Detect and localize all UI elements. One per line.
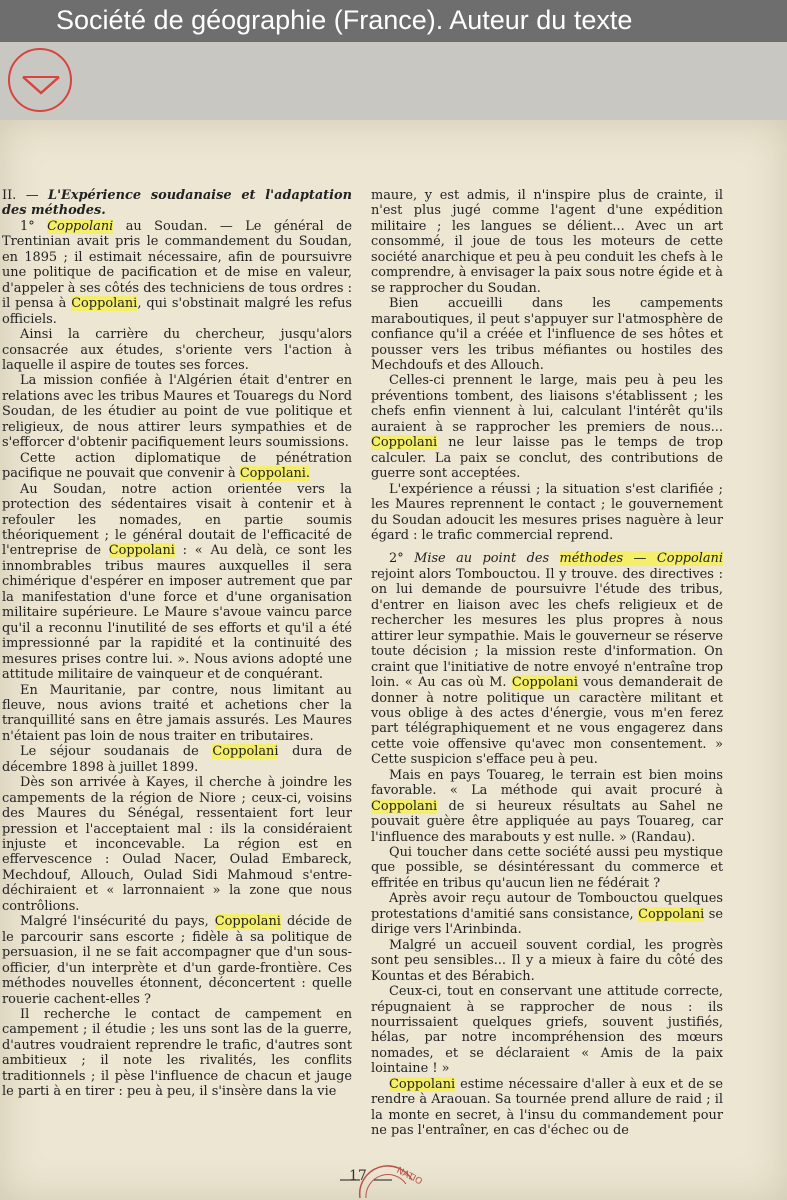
document-author: Société de géographie (France). Auteur du texte	[56, 5, 633, 35]
paragraph: Qui toucher dans cette société aussi peu mystique que possible, se désintéressant du commerce et effritée en tribus qu'aucun lien ne fédérait ?	[371, 845, 723, 891]
paragraph: Ceux-ci, tout en conservant une attitude correcte, répugnaient à se rapprocher de nous : ils nourrissaient quelques griefs, souvent justifiés, hélas, par notre incompréhension des mœurs nomades, et se déclaraient « Amis de la paix lointaine ! »	[371, 984, 723, 1077]
right-text-column	[371, 188, 723, 1139]
paragraph: Après avoir reçu autour de Tombouctou quelques protestations d'amitié sans consistance, Coppolani se dirige vers l'Arinbinda.	[371, 891, 724, 938]
chevron-down-icon	[10, 50, 70, 110]
highlighted-term: Coppolani.	[239, 466, 311, 482]
highlighted-term: Coppolani	[212, 744, 279, 760]
highlighted-term: Coppolani	[638, 906, 705, 922]
left-text-column	[2, 188, 352, 1100]
paragraph: Celles-ci prennent le large, mais peu à peu les préventions tombent, des liaisons s'établissent ; les chefs enfin viennent à lui, calculant l'intérêt qu'ils auraient à se rapprocher les premiers de nous... Coppolani ne leur laisse pas le temps de trop calculer. La paix se conclut, des contributions de guerre sont acceptées.	[371, 373, 723, 482]
paragraph: Malgré l'insécurité du pays, Coppolani décide de le parcourir sans escorte ; fidèle à sa politique de persuasion, il ne se fait accompagner que d'un sous-officier, d'un interprète et d'un garde-frontière. Ces méthodes nouvelles étonnent, déconcertent : quelle rouerie cachent-elles ?	[2, 914, 352, 1007]
paragraph: Malgré un accueil souvent cordial, les progrès sont peu sensibles... Il y a mieux à faire du côté des Kountas et des Bérabich.	[371, 937, 723, 984]
paragraph: 1° Coppolani au Soudan. — Le général de Trentinian avait pris le commandement du Soudan, en 1895 ; il estimait nécessaire, afin de poursuivre une politique de pacification et de mise en valeur, d'appeler à ses côtés des techniciens de tous ordres : il pensa à Coppolani, qui s'obstinait malgré les refus officiels.	[2, 218, 352, 327]
highlighted-term: Coppolani	[389, 1076, 456, 1092]
paragraph: Mais en pays Touareg, le terrain est bien moins favorable. « La méthode qui avait procuré à Coppolani de si heureux résultats au Sahel ne pouvait guère être appliquée au pays Touareg, car l'influence des marabouts y est nulle. » (Randau).	[371, 767, 723, 845]
highlighted-term: Coppolani	[71, 296, 138, 312]
paragraph: Le séjour soudanais de Coppolani dura de décembre 1898 à juillet 1899.	[2, 744, 352, 775]
highlighted-term: Coppolani	[108, 543, 175, 559]
paragraph: Dès son arrivée à Kayes, il cherche à joindre les campements de la région de Niore ; ceux-ci, voisins des Maures du Sénégal, ressentaient fort leur pression et l'acceptaient mal : ils la considéraient injuste et inconcevable. La région est en effervescence : Oulad Nacer, Oulad Embareck, Mechdouf, Allouch, Oulad Sidi Mahmoud s'entre-déchiraient et « larronnaient » la zone que nous contrôlions.	[2, 775, 352, 914]
paragraph: Cette action diplomatique de pénétration pacifique ne pouvait que convenir à Coppolani.	[2, 450, 352, 482]
paragraph: maure, y est admis, il n'inspire plus de crainte, il n'est plus jugé comme l'agent d'une expédition militaire ; les langues se délient... Avec un art consommé, il joue de tous les moteurs de cette société anarchique et peu à peu conduit les chefs à le comprendre, à envisager la paix sous notre égide et à se rapprocher du Soudan.	[371, 188, 723, 296]
section-heading: II. — L'Expérience soudanaise et l'adaptation des méthodes.	[2, 188, 352, 219]
paragraph: Coppolani estime nécessaire d'aller à eux et de se rendre à Araouan. Sa tournée prend allure de raid ; il la monte en secret, à l'insu du commandement pour ne pas l'entraîner, en cas d'échec ou de	[371, 1076, 723, 1139]
svg-text:NATIO: NATIO	[394, 1165, 424, 1188]
highlighted-term: Coppolani	[214, 914, 281, 930]
document-author-bar	[0, 0, 787, 42]
collapse-toggle-button[interactable]	[8, 48, 72, 112]
highlighted-term: Coppolani	[47, 218, 114, 234]
paragraph: La mission confiée à l'Algérien était d'entrer en relations avec les tribus Maures et Touaregs du Nord Soudan, de les étudier au point de vue politique et religieux, de nous attirer leurs sympathies et de s'efforcer d'obtenir pacifiquement leurs soumissions.	[2, 373, 352, 451]
paragraph: 2° Mise au point des méthodes — Coppolani rejoint alors Tombouctou. Il y trouve. des directives : on lui demande de poursuivre l'étude des tribus, d'entrer en liaison avec les chefs religieux et de rechercher les mesures les plus propres à nous attirer leur sympathie. Mais le gouverneur se réserve toute décision ; la mission reste d'information. On craint que l'initiative de notre envoyé n'entraîne trop loin. « Au cas où M. Coppolani vous demanderait de donner à notre politique un caractère militant et vous oblige à des actes d'énergie, vous m'en ferez part télégraphiquement et ne vous engagerez dans cette voie offensive qu'avec mon consentement. » Cette suspicion s'efface peu à peu.	[371, 551, 723, 768]
paragraph: L'expérience a réussi ; la situation s'est clarifiée ; les Maures reprennent le contact ; le gouvernement du Soudan adoucit les mesures prises naguère à leur égard : le trafic commercial reprend.	[371, 481, 723, 543]
paragraph: Ainsi la carrière du chercheur, jusqu'alors consacrée aux études, s'oriente vers l'action à laquelle il aspire de toutes ses forces.	[2, 327, 352, 373]
paragraph: Au Soudan, notre action orientée vers la protection des sédentaires visait à contenir et à refouler les nomades, en partie soumis théoriquement ; le général doutait de l'efficacité de l'entreprise de Coppolani : « Au delà, ce sont les innombrables tribus maures auxquelles il sera chimérique d'espérer en imposer autrement que par la manifestation d'une force et d'une organisation militaire supérieure. Le Maure s'avoue vaincu parce qu'il a reconnu l'inutilité de ses efforts et qu'il a été impressionné par la rapidité et la continuité des mesures prises contre lui. ». Nous avions adopté une attitude militaire de vainqueur et de conquérant.	[2, 481, 352, 683]
paragraph: En Mauritanie, par contre, nous limitant au fleuve, nous avions traité et achetions cher la tranquillité sans en être jamais assurés. Les Maures n'étaient pas loin de nous traiter en tributaires.	[2, 682, 352, 744]
highlighted-term: méthodes — Coppolani	[559, 551, 723, 567]
paragraph: Il recherche le contact de campement en campement ; il étudie ; les uns sont las de la guerre, d'autres voudraient reprendre le trafic, d'autres sont ambitieux ; il note les rivalités, les conflits traditionnels ; il pèse l'influence de chacun et jauge le parti à en tirer : peu à peu, il s'insère dans la vie	[2, 1007, 352, 1100]
highlighted-term: Coppolani	[511, 675, 578, 691]
highlighted-term: Coppolani	[371, 798, 438, 814]
highlighted-term: Coppolani	[371, 435, 438, 451]
paragraph: Bien accueilli dans les campements maraboutiques, il peut s'appuyer sur l'atmosphère de confiance qu'il a créée et l'influence de ses hôtes et pousser vers les tribus méfiantes ou hostiles des Mechdoufs et des Allouch.	[371, 296, 723, 373]
page-number: 17	[349, 1168, 367, 1184]
